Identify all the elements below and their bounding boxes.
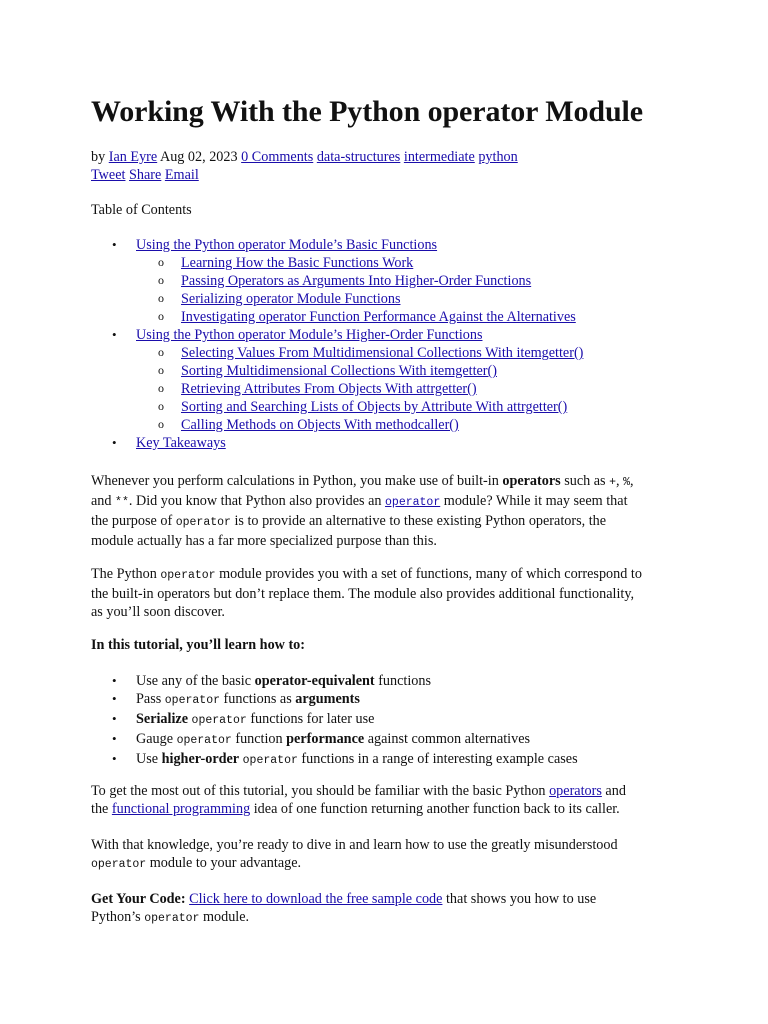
text: Gauge — [136, 731, 177, 747]
text: as you’ll soon discover. — [91, 604, 225, 620]
toc-sublink[interactable]: Learning How the Basic Functions Work — [181, 255, 414, 271]
text-line — [91, 782, 691, 800]
share-line — [91, 166, 518, 184]
text: module actually has a far more specialized purpose than this. — [91, 533, 437, 549]
toc-sublist — [136, 344, 583, 434]
bold-text: arguments — [295, 691, 360, 707]
text: module provides you with a set of functions, many of which correspond to — [215, 566, 642, 582]
toc-subitem — [91, 308, 583, 326]
text-line — [91, 800, 691, 818]
text-line — [91, 585, 691, 603]
bold-text: operators — [502, 473, 561, 489]
learn-heading-text: In this tutorial, you’ll learn how to: — [91, 637, 306, 653]
text: To get the most out of this tutorial, you should be familiar with the basic Python — [91, 783, 550, 799]
tag-data-structures[interactable]: data-structures — [316, 149, 401, 165]
text: functions for later use — [246, 711, 375, 727]
inline-code: operator — [191, 714, 247, 727]
share-link[interactable]: Share — [129, 167, 162, 183]
inline-code: operator — [176, 734, 232, 747]
toc-subitem — [91, 254, 583, 272]
text: Pass — [136, 691, 165, 707]
bold-text: performance — [286, 731, 365, 747]
comments-link[interactable]: 0 Comments — [241, 149, 314, 165]
text-line — [91, 908, 691, 928]
inline-code: operator — [144, 912, 200, 925]
toc-subitem — [91, 416, 583, 434]
toc-subitem — [91, 362, 583, 380]
tag-python[interactable]: python — [478, 149, 518, 165]
text: and — [601, 783, 626, 799]
text: Whenever you perform calculations in Python, you make use of built-in — [91, 473, 503, 489]
get-code-paragraph — [91, 890, 691, 928]
text: the — [91, 801, 112, 817]
inline-code: operator — [160, 569, 216, 582]
text: such as — [560, 473, 610, 489]
toc-item — [91, 434, 583, 452]
text: module. — [199, 909, 250, 925]
text-line — [91, 836, 691, 854]
toc-sublink[interactable]: Sorting and Searching Lists of Objects by Attribute With attrgetter() — [181, 399, 568, 415]
toc-title: Table of Contents — [91, 202, 192, 218]
email-link[interactable]: Email — [164, 167, 199, 183]
toc-link[interactable]: Using the Python operator Module’s Basic Functions — [136, 237, 438, 253]
text-line — [91, 890, 691, 908]
text: Use any of the basic — [136, 673, 255, 689]
text: idea of one function returning another function back to its caller. — [250, 801, 620, 817]
toc-item — [91, 236, 583, 326]
text: . Did you know that Python also provides an — [128, 493, 386, 509]
bold-text: Serialize — [136, 711, 188, 727]
text: functions as — [220, 691, 296, 707]
text-line — [91, 603, 691, 621]
prereq-paragraph — [91, 782, 691, 818]
toc-sublink[interactable]: Calling Methods on Objects With methodcaller() — [181, 417, 459, 433]
inline-code: operator — [242, 754, 298, 767]
text-line — [91, 565, 691, 585]
functional-programming-link[interactable]: functional programming — [111, 801, 251, 817]
bold-text: higher-order — [161, 751, 240, 767]
learn-heading — [91, 636, 691, 654]
inline-code: operator — [91, 858, 147, 871]
toc-subitem — [91, 380, 583, 398]
text: With that knowledge, you’re ready to dive in and learn how to use the greatly misunderstood — [91, 837, 618, 853]
operators-link[interactable]: operators — [549, 783, 602, 799]
text: functions in a range of interesting example cases — [297, 751, 578, 767]
text-line — [91, 472, 691, 492]
inline-code: + — [609, 476, 617, 489]
toc-sublink[interactable]: Sorting Multidimensional Collections With itemgetter() — [181, 363, 497, 379]
toc-subitem — [91, 398, 583, 416]
list-item — [91, 690, 578, 710]
text-line — [91, 492, 691, 512]
text: function — [231, 731, 287, 747]
bold-text: operator-equivalent — [254, 673, 375, 689]
toc-link[interactable]: Key Takeaways — [136, 435, 226, 451]
text: Python’s — [91, 909, 145, 925]
toc-sublink[interactable]: Investigating operator Function Performance Against the Alternatives — [181, 309, 576, 325]
toc-link[interactable]: Using the Python operator Module’s Higher-Order Functions — [136, 327, 483, 343]
download-sample-code-link[interactable]: Click here to download the free sample code — [189, 891, 443, 907]
inline-code: % — [623, 476, 631, 489]
inline-code: ** — [115, 496, 129, 509]
text: The Python — [91, 566, 161, 582]
toc-sublink[interactable]: Retrieving Attributes From Objects With attrgetter() — [181, 381, 477, 397]
operator-module-link[interactable]: operator — [385, 496, 441, 509]
text: module? While it may seem that — [440, 493, 628, 509]
module-paragraph — [91, 565, 691, 621]
toc-sublink[interactable]: Selecting Values From Multidimensional Collections With itemgetter() — [181, 345, 584, 361]
publish-date: Aug 02, 2023 — [159, 149, 238, 165]
inline-code: operator — [175, 516, 231, 529]
list-item — [91, 750, 578, 770]
intro-paragraph — [91, 472, 691, 550]
text: is to provide an alternative to these existing Python operators, the — [230, 513, 607, 529]
meta-line — [91, 148, 518, 166]
text: functions — [374, 673, 431, 689]
toc-sublink[interactable]: Serializing operator Module Functions — [181, 291, 401, 307]
learn-list — [91, 672, 578, 770]
text: that shows you how to use — [442, 891, 597, 907]
tag-intermediate[interactable]: intermediate — [403, 149, 475, 165]
toc-subitem — [91, 272, 583, 290]
inline-code: operator — [164, 694, 220, 707]
page-title: Working With the Python operator Module — [91, 95, 643, 128]
table-of-contents — [91, 236, 583, 452]
text-line — [91, 854, 691, 874]
author-link[interactable]: Ian Eyre — [108, 149, 158, 165]
knowledge-paragraph — [91, 836, 691, 874]
tweet-link[interactable]: Tweet — [91, 167, 126, 183]
text: the purpose of — [91, 513, 176, 529]
list-item — [91, 672, 578, 690]
text: and — [91, 493, 116, 509]
toc-item — [91, 326, 583, 434]
get-code-label: Get Your Code: — [91, 891, 186, 907]
toc-sublink[interactable]: Passing Operators as Arguments Into Higher-Order Functions — [181, 273, 532, 289]
text: , — [630, 473, 634, 489]
toc-subitem — [91, 290, 583, 308]
toc-sublist — [136, 254, 583, 326]
list-item — [91, 730, 578, 750]
text: the built-in operators but don’t replace them. The module also provides additional functionality, — [91, 586, 635, 602]
article-meta — [91, 148, 518, 184]
by-label: by — [91, 149, 106, 165]
text: module to your advantage. — [146, 855, 302, 871]
text: against common alternatives — [364, 731, 531, 747]
toc-subitem — [91, 344, 583, 362]
text-line — [91, 512, 691, 532]
text: , — [616, 473, 624, 489]
text: Use — [136, 751, 162, 767]
text-line — [91, 532, 691, 550]
list-item — [91, 710, 578, 730]
